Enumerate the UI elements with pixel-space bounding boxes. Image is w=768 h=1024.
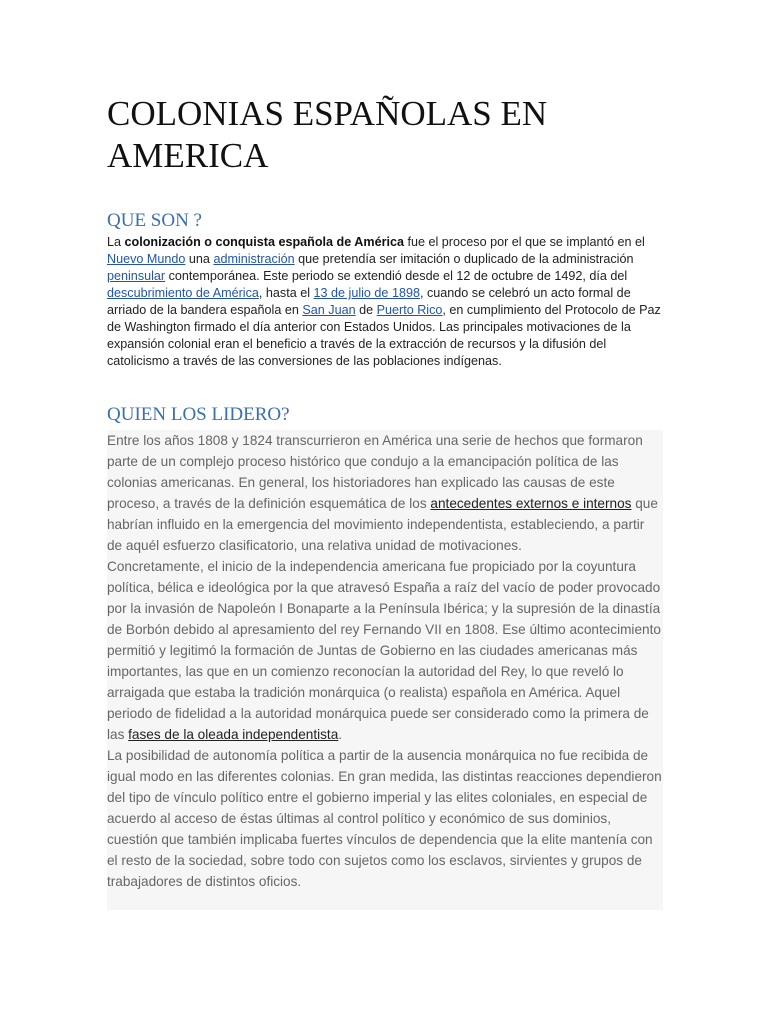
link-puerto-rico[interactable]: Puerto Rico	[376, 303, 443, 317]
text-run: de	[355, 303, 377, 317]
paragraph-1	[107, 430, 663, 556]
link-13-de-julio-de-1898[interactable]: 13 de julio de 1898	[313, 286, 420, 300]
text-run: , en cumplimiento del Protocolo de Paz de Washington firmado el día anterior con Estados Unidos. Las principales motivaciones de la expansión colonial eran el beneficio a través de la extracción de recursos y la difusión del catolicismo a través de las conversiones de las poblaciones indígenas.	[107, 303, 661, 368]
link-descubrimiento-de-america[interactable]: descubrimiento de América	[107, 286, 259, 300]
section-heading-que-son: QUE SON ?	[107, 210, 202, 231]
link-antecedentes-externos-e-internos[interactable]: antecedentes externos e internos	[430, 496, 632, 511]
section-paragraph-que-son	[107, 234, 663, 370]
paragraph-2	[107, 556, 663, 745]
text-run: Entre los años 1808 y 1824 transcurrieron en América una serie de hechos que formaron parte de un complejo proceso histórico que condujo a la emancipación política de las colonias americanas. En general, los historiadores han explicado las causas de este proceso, a través de la definición esquemática de los	[107, 433, 643, 511]
document-title: COLONIAS ESPAÑOLAS EN AMERICA	[107, 94, 548, 175]
text-run: contemporánea. Este periodo se extendió desde el 12 de octubre de 1492, día del	[165, 269, 628, 283]
link-peninsular[interactable]: peninsular	[107, 269, 166, 283]
text-run: una	[185, 252, 214, 266]
link-administracion[interactable]: administración	[213, 252, 295, 266]
text-run: fue el proceso por el que se implantó en el	[403, 235, 645, 249]
quoted-text-block	[107, 430, 663, 910]
text-run: La	[107, 235, 125, 249]
bold-term: colonización o conquista española de América	[124, 235, 404, 249]
link-nuevo-mundo[interactable]: Nuevo Mundo	[107, 252, 186, 266]
section-heading-quien-los-lidero: QUIEN LOS LIDERO?	[107, 404, 290, 425]
text-run: , cuando se celebró un acto formal de arriado de la bandera española en	[107, 286, 631, 317]
text-run: Concretamente, el inicio de la independencia americana fue propiciado por la coyuntura política, bélica e ideológica por la que atravesó España a raíz del vacío de poder provocado por la invasión de Napoleón I Bonaparte a la Península Ibérica; y la supresión de la dinastía de Borbón debido al apresamiento del rey Fernando VII en 1808. Ese último acontecimiento permitió y legitimó la formación de Juntas de Gobierno en las ciudades americanas más importantes, las que en un comienzo reconocían la autoridad del Rey, lo que reveló lo arraigada que estaba la tradición monárquica (o realista) española en América. Aquel periodo de fidelidad a la autoridad monárquica puede ser considerado como la primera de las	[107, 559, 661, 742]
text-run: que habrían influido en la emergencia del movimiento independentista, estableciendo, a partir de aquél esfuerzo clasificatorio, una relativa unidad de motivaciones.	[107, 496, 658, 553]
link-fases-de-la-oleada-independentista[interactable]: fases de la oleada independentista	[128, 727, 339, 742]
paragraph-3: La posibilidad de autonomía política a partir de la ausencia monárquica no fue recibida de igual modo en las diferentes colonias. En gran medida, las distintas reacciones dependieron del tipo de vínculo político entre el gobierno imperial y las elites coloniales, en especial de acuerdo al acceso de éstas últimas al control político y económico de sus dominios, cuestión que también implicaba fuertes vínculos de dependencia que la elite mantenía con el resto de la sociedad, sobre todo con sujetos como los esclavos, sirvientes y grupos de trabajadores de distintos oficios.	[107, 748, 662, 889]
text-run: , hasta el	[258, 286, 314, 300]
text-run: .	[338, 727, 343, 742]
link-san-juan[interactable]: San Juan	[302, 303, 356, 317]
text-run: que pretendía ser imitación o duplicado de la administración	[294, 252, 634, 266]
